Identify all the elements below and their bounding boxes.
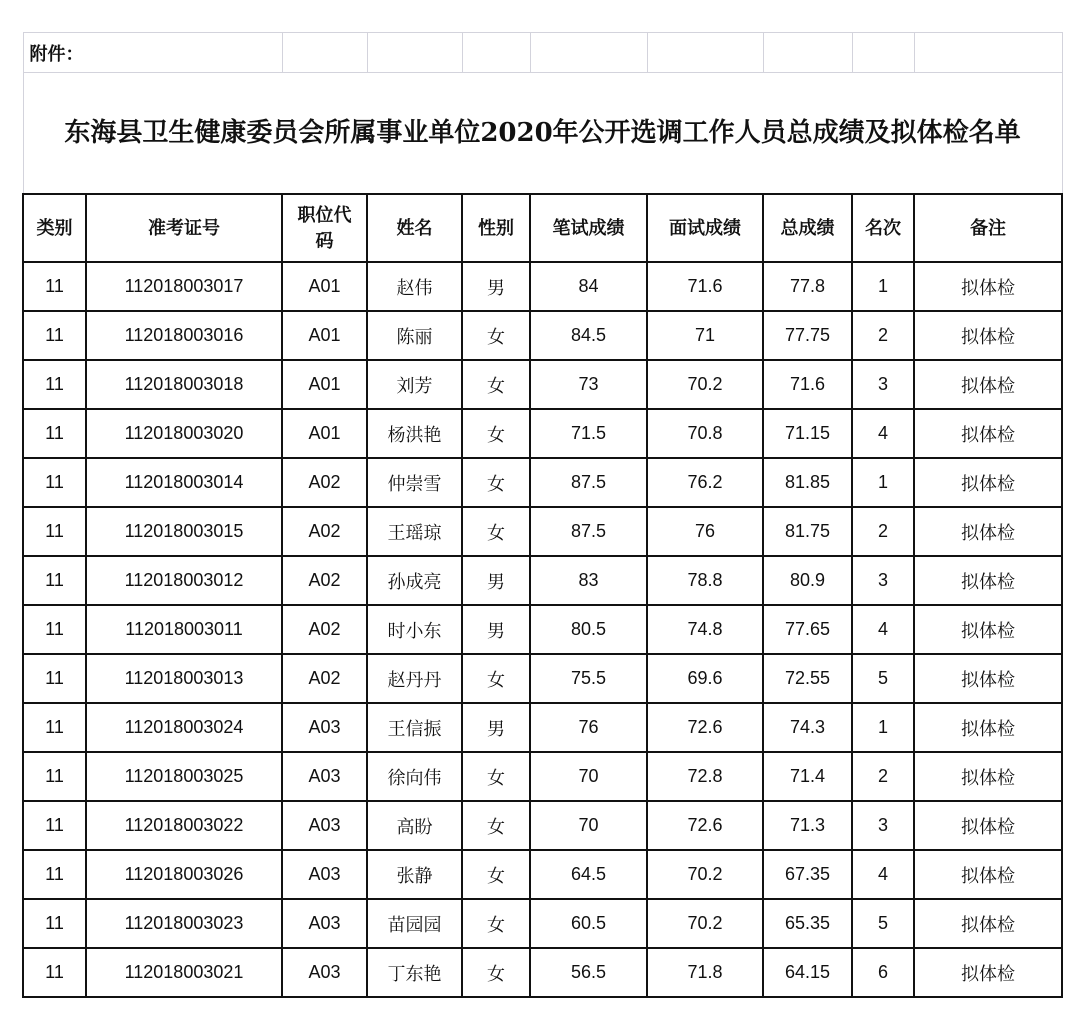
table-cell: 76.2 [647,458,763,507]
column-header: 总成绩 [763,194,852,262]
table-cell: 67.35 [763,850,852,899]
table-cell: 3 [852,556,914,605]
table-cell: 4 [852,409,914,458]
table-cell: 77.8 [763,262,852,311]
table-cell: 拟体检 [914,311,1062,360]
table-row [23,899,1062,948]
table-cell: 11 [23,654,86,703]
table-cell: A02 [282,605,367,654]
table-cell: 赵丹丹 [367,654,462,703]
table-cell: 1 [852,458,914,507]
table-cell: 拟体检 [914,458,1062,507]
empty-cell [763,33,852,73]
table-cell: 11 [23,507,86,556]
table-cell: 赵伟 [367,262,462,311]
table-cell: A01 [282,409,367,458]
table-cell: 71.5 [530,409,647,458]
table-cell: 11 [23,262,86,311]
table-cell: 仲崇雪 [367,458,462,507]
table-cell: 71.15 [763,409,852,458]
table-cell: 74.8 [647,605,763,654]
table-cell: 112018003013 [86,654,282,703]
table-cell: 74.3 [763,703,852,752]
table-cell: 女 [462,311,530,360]
table-cell: 孙成亮 [367,556,462,605]
table-cell: 丁东艳 [367,948,462,997]
table-cell: A03 [282,801,367,850]
table-cell: 11 [23,850,86,899]
table-cell: 112018003020 [86,409,282,458]
table-row [23,507,1062,556]
table-cell: 112018003023 [86,899,282,948]
empty-cell [282,33,367,73]
table-cell: 拟体检 [914,556,1062,605]
table-cell: A01 [282,262,367,311]
table-cell: 84 [530,262,647,311]
table-cell: 112018003012 [86,556,282,605]
table-cell: 70 [530,752,647,801]
table-cell: 112018003021 [86,948,282,997]
table-cell: 112018003014 [86,458,282,507]
table-cell: 60.5 [530,899,647,948]
table-row [23,752,1062,801]
table-cell: A03 [282,948,367,997]
column-header: 性别 [462,194,530,262]
table-row [23,703,1062,752]
table-cell: A02 [282,556,367,605]
empty-cell [367,33,462,73]
table-cell: 男 [462,556,530,605]
table-cell: 72.55 [763,654,852,703]
table-cell: 77.65 [763,605,852,654]
table-cell: 高盼 [367,801,462,850]
table-cell: 拟体检 [914,605,1062,654]
column-header: 备注 [914,194,1062,262]
table-row [23,262,1062,311]
table-cell: 苗园园 [367,899,462,948]
table-cell: 4 [852,605,914,654]
table-cell: 71.4 [763,752,852,801]
column-header: 准考证号 [86,194,282,262]
table-cell: A03 [282,850,367,899]
table-cell: 男 [462,703,530,752]
table-cell: 拟体检 [914,801,1062,850]
table-cell: 刘芳 [367,360,462,409]
table-cell: 65.35 [763,899,852,948]
table-cell: 女 [462,752,530,801]
table-row [23,654,1062,703]
table-cell: A03 [282,703,367,752]
empty-cell [852,33,914,73]
document-title: 东海县卫生健康委员会所属事业单位2020年公开选调工作人员总成绩及拟体检名单 [23,73,1062,195]
table-cell: 112018003026 [86,850,282,899]
table-cell: A03 [282,752,367,801]
table-cell: 87.5 [530,458,647,507]
table-cell: 72.6 [647,703,763,752]
table-cell: 拟体检 [914,899,1062,948]
table-cell: 70.2 [647,850,763,899]
table-cell: 王信振 [367,703,462,752]
table-cell: 73 [530,360,647,409]
table-cell: 张静 [367,850,462,899]
table-cell: 112018003022 [86,801,282,850]
table-cell: 11 [23,801,86,850]
table-cell: 2 [852,507,914,556]
table-cell: A02 [282,654,367,703]
empty-cell [914,33,1062,73]
table-cell: 女 [462,409,530,458]
table-cell: 11 [23,311,86,360]
table-cell: 76 [530,703,647,752]
table-row [23,556,1062,605]
table-cell: 84.5 [530,311,647,360]
table-row [23,458,1062,507]
table-cell: 112018003025 [86,752,282,801]
table-cell: 女 [462,654,530,703]
table-cell: 拟体检 [914,262,1062,311]
table-cell: 拟体检 [914,409,1062,458]
table-cell: 女 [462,801,530,850]
table-cell: 70.8 [647,409,763,458]
table-cell: 王瑶琼 [367,507,462,556]
table-cell: 70.2 [647,360,763,409]
column-header: 名次 [852,194,914,262]
table-cell: A01 [282,311,367,360]
title-row [23,73,1062,195]
table-cell: 3 [852,801,914,850]
column-header: 笔试成绩 [530,194,647,262]
table-row [23,360,1062,409]
empty-cell [462,33,530,73]
table-cell: 112018003015 [86,507,282,556]
table-cell: 71.3 [763,801,852,850]
table-cell: 83 [530,556,647,605]
table-cell: A02 [282,507,367,556]
table-cell: 71.8 [647,948,763,997]
empty-cell [647,33,763,73]
table-cell: 杨洪艳 [367,409,462,458]
table-cell: 72.6 [647,801,763,850]
table-cell: A01 [282,360,367,409]
table-cell: 81.75 [763,507,852,556]
table-cell: 徐向伟 [367,752,462,801]
table-cell: 11 [23,703,86,752]
table-cell: 拟体检 [914,948,1062,997]
attachment-row [23,33,1062,73]
table-cell: 女 [462,360,530,409]
table-cell: 拟体检 [914,703,1062,752]
table-cell: 陈丽 [367,311,462,360]
table-cell: 11 [23,752,86,801]
table-cell: 71.6 [763,360,852,409]
attachment-label: 附件： [23,33,282,73]
table-cell: 71 [647,311,763,360]
table-cell: 78.8 [647,556,763,605]
table-cell: 5 [852,899,914,948]
table-cell: 81.85 [763,458,852,507]
table-cell: 11 [23,360,86,409]
table-cell: 4 [852,850,914,899]
table-cell: 69.6 [647,654,763,703]
table-cell: 71.6 [647,262,763,311]
table-cell: 70.2 [647,899,763,948]
table-cell: 1 [852,262,914,311]
table-row [23,605,1062,654]
table-cell: 女 [462,458,530,507]
table-cell: 11 [23,458,86,507]
header-row [23,194,1062,262]
table-row [23,948,1062,997]
table-cell: 112018003018 [86,360,282,409]
table-cell: 70 [530,801,647,850]
table-cell: 87.5 [530,507,647,556]
table-cell: 11 [23,948,86,997]
table-cell: 112018003024 [86,703,282,752]
table-cell: 11 [23,409,86,458]
table-cell: 6 [852,948,914,997]
column-header: 类别 [23,194,86,262]
table-cell: 3 [852,360,914,409]
table-cell: 112018003016 [86,311,282,360]
table-cell: 男 [462,262,530,311]
empty-cell [530,33,647,73]
table-cell: 女 [462,507,530,556]
table-cell: 64.5 [530,850,647,899]
table-cell: 女 [462,899,530,948]
table-cell: 75.5 [530,654,647,703]
table-cell: 80.5 [530,605,647,654]
table-cell: 72.8 [647,752,763,801]
table-cell: 11 [23,556,86,605]
table-cell: 112018003017 [86,262,282,311]
table-row [23,311,1062,360]
table-cell: 77.75 [763,311,852,360]
table-cell: 拟体检 [914,850,1062,899]
table-cell: 2 [852,311,914,360]
table-cell: 112018003011 [86,605,282,654]
table-cell: A02 [282,458,367,507]
table-cell: 2 [852,752,914,801]
results-table [22,32,1063,998]
table-cell: 64.15 [763,948,852,997]
table-cell: 拟体检 [914,654,1062,703]
table-cell: 拟体检 [914,360,1062,409]
column-header: 面试成绩 [647,194,763,262]
table-cell: 男 [462,605,530,654]
table-cell: 拟体检 [914,507,1062,556]
table-cell: 时小东 [367,605,462,654]
table-cell: 11 [23,605,86,654]
table-row [23,409,1062,458]
table-cell: A03 [282,899,367,948]
table-cell: 女 [462,850,530,899]
table-cell: 11 [23,899,86,948]
table-cell: 女 [462,948,530,997]
table-cell: 76 [647,507,763,556]
table-cell: 80.9 [763,556,852,605]
table-cell: 拟体检 [914,752,1062,801]
table-cell: 56.5 [530,948,647,997]
table-row [23,801,1062,850]
table-row [23,850,1062,899]
column-header: 职位代码 [282,194,367,262]
table-cell: 1 [852,703,914,752]
column-header: 姓名 [367,194,462,262]
table-cell: 5 [852,654,914,703]
